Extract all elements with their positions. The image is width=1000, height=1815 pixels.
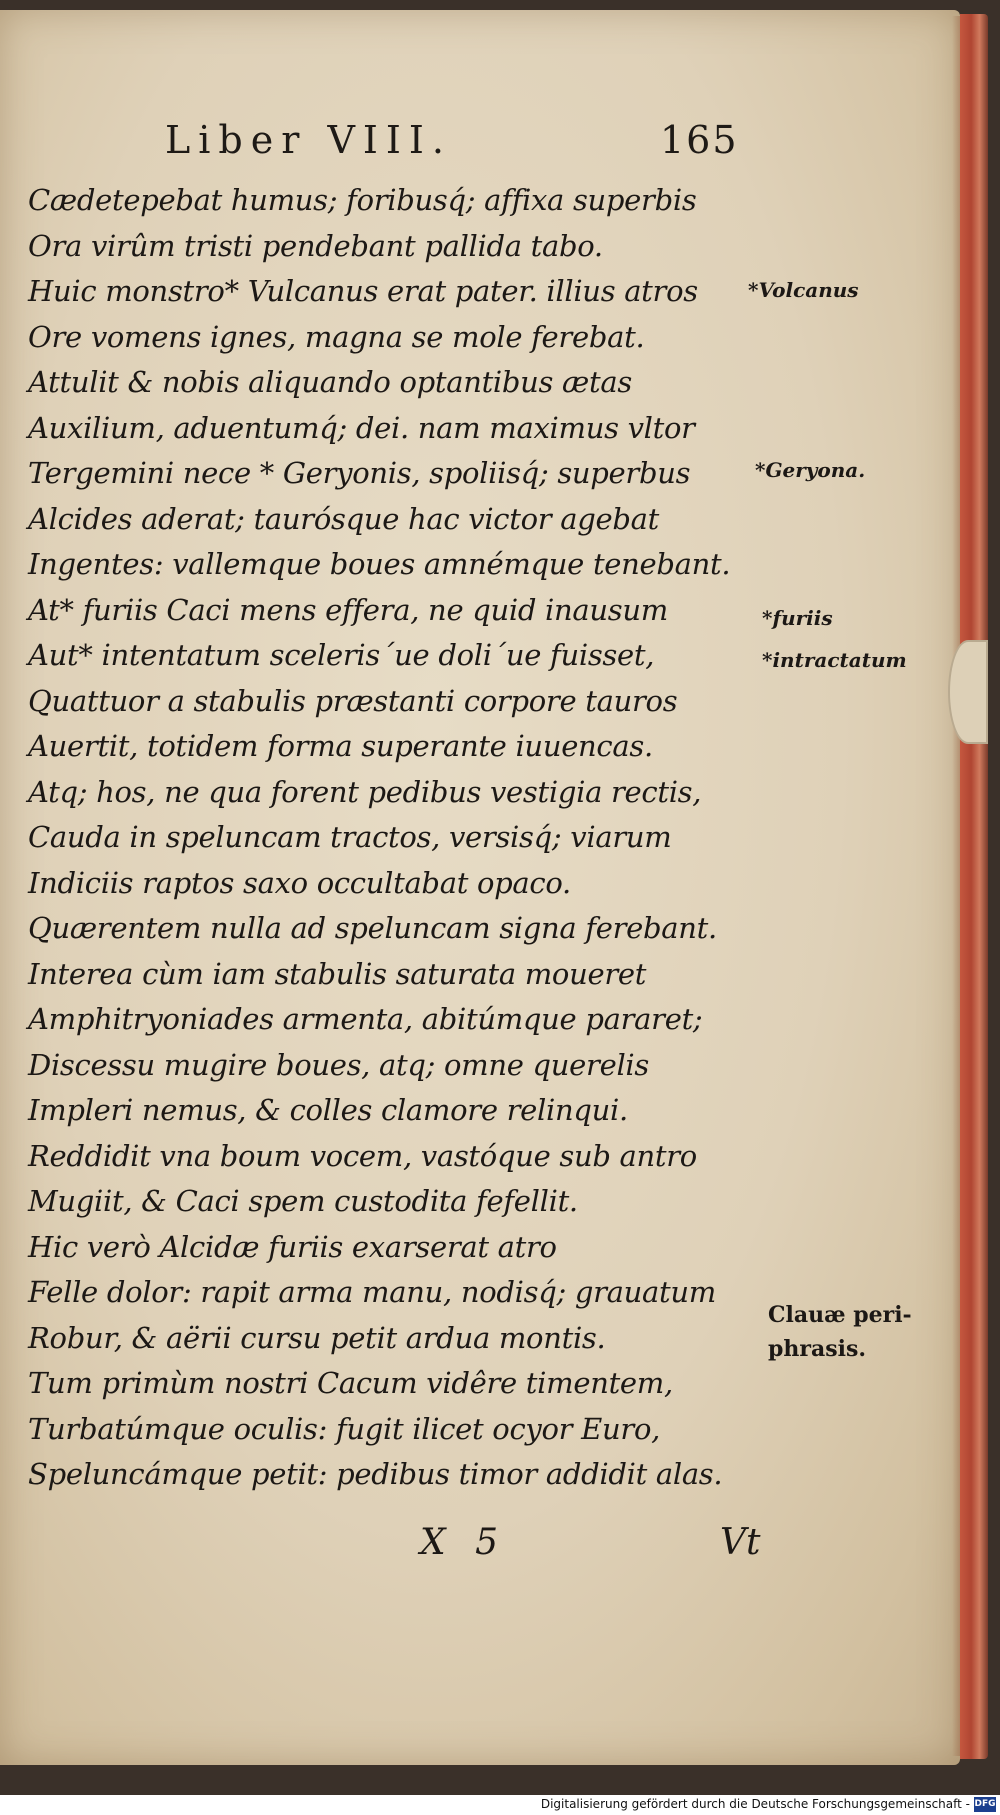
verse-line: Robur, & aërii cursu petit ardua montis. — [28, 1320, 606, 1355]
marginal-note-intractatum: *intractatum — [762, 648, 907, 672]
red-page-edge — [960, 14, 988, 1759]
book-page — [0, 10, 960, 1765]
verse-line: Ora virûm tristi pendebant pallida tabo. — [28, 228, 603, 263]
marginal-note-clauae — [768, 1298, 912, 1366]
verse-line: Tergemini nece * Geryonis, spoliisq́; superbus — [28, 456, 691, 490]
verse-line: At* furiis Caci mens effera, ne quid inausum — [28, 592, 668, 627]
verse-line: Hic verò Alcidæ furiis exarserat atro — [28, 1229, 557, 1264]
verse-line: Atq; hos, ne qua forent pedibus vestigia rectis, — [28, 774, 702, 809]
dfg-logo-icon: DFG — [974, 1797, 996, 1812]
verse-block — [28, 178, 748, 1498]
catchword: Vt — [720, 1522, 761, 1563]
verse-line: Indiciis raptos saxo occultabat opaco. — [28, 865, 571, 900]
verse-line: Reddidit vna boum vocem, vastóque sub antro — [28, 1138, 697, 1173]
verse-line: Ingentes: vallemque boues amnémque tenebant. — [28, 547, 731, 581]
verse-line: Quærentem nulla ad speluncam signa ferebant. — [28, 911, 717, 945]
verse-line: Attulit & nobis aliquando optantibus ætas — [28, 365, 632, 399]
verse-line: Impleri nemus, & colles clamore relinqui. — [28, 1093, 628, 1127]
verse-line: Discessu mugire boues, atq; omne querelis — [28, 1047, 649, 1082]
marginal-note-geryona: *Geryona. — [755, 458, 866, 482]
verse-line: Ore vomens ignes, magna se mole ferebat. — [28, 319, 645, 354]
verse-line: Amphitryoniades armenta, abitúmque pararet; — [28, 1002, 703, 1036]
verse-line: Quattuor a stabulis præstanti corpore tauros — [28, 683, 678, 718]
verse-line: Turbatúmque oculis: fugit ilicet ocyor Euro, — [28, 1411, 661, 1446]
verse-line: Cauda in speluncam tractos, versisq́; viarum — [28, 820, 672, 854]
verse-line: Auertit, totidem forma superante iuuencas. — [28, 729, 653, 763]
verse-line: Huic monstro* Vulcanus erat pater. illius atros — [28, 274, 698, 308]
verse-line: Mugiit, & Caci spem custodita fefellit. — [28, 1184, 578, 1218]
verse-line: Aut* intentatum sceleris´ue doli´ue fuisset, — [28, 638, 655, 672]
verse-line: Felle dolor: rapit arma manu, nodisq́; grauatum — [28, 1275, 716, 1309]
signature-mark: X 5 — [420, 1522, 498, 1563]
verse-line: Cædetepebat humus; foribusq́; affixa superbis — [28, 183, 697, 217]
marginal-note-volcanus: *Volcanus — [748, 278, 859, 302]
verse-line: Alcides aderat; taurósque hac victor agebat — [28, 501, 659, 536]
marginal-note-furiis: *furiis — [762, 606, 833, 630]
running-head: Liber VIII. — [165, 118, 452, 162]
verse-line: Speluncámque petit: pedibus timor addidit alas. — [28, 1457, 723, 1491]
digitization-credit: Digitalisierung gefördert durch die Deutsche Forschungsgemeinschaft - — [540, 1797, 970, 1811]
verse-line: Auxilium, aduentumq́; dei. nam maximus vltor — [28, 410, 695, 445]
page-tab-marker — [948, 640, 988, 744]
marginal-note-clauae-line2: phrasis. — [768, 1336, 867, 1362]
marginal-note-clauae-line1: Clauæ peri- — [768, 1302, 912, 1328]
verse-line: Tum primùm nostri Cacum vidêre timentem, — [28, 1366, 673, 1400]
verse-line: Interea cùm iam stabulis saturata moueret — [28, 956, 647, 991]
page-number: 165 — [660, 118, 739, 162]
